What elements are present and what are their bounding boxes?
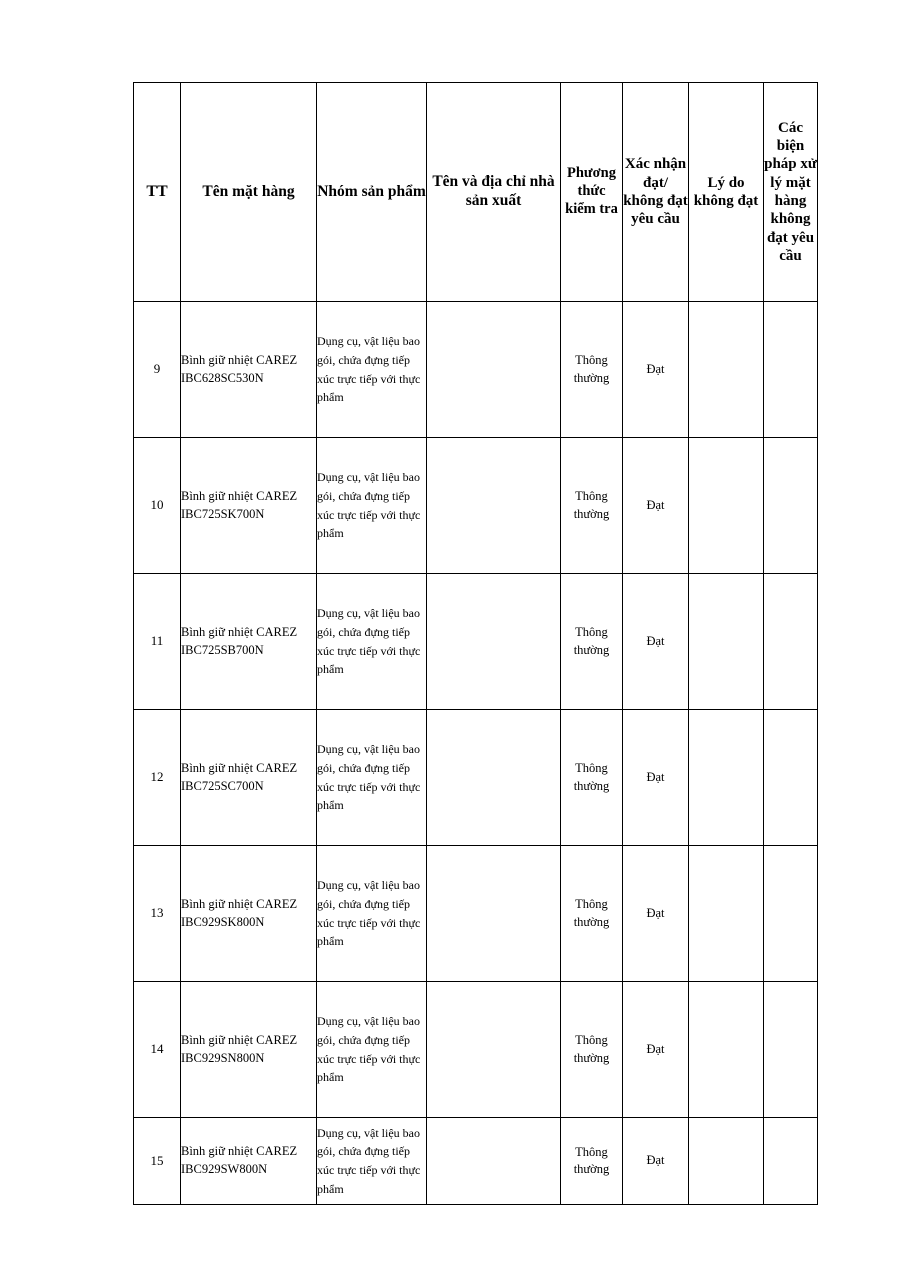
cell-product-group: Dụng cụ, vật liệu bao gói, chứa đựng tiếp xúc trực tiếp với thực phẩm <box>317 574 427 710</box>
table-row <box>134 982 818 1118</box>
cell-manufacturer <box>427 1118 561 1205</box>
cell-product-name-line2: IBC725SK700N <box>181 506 265 521</box>
cell-product-name-line1: Bình giữ nhiệt CAREZ <box>181 896 298 911</box>
cell-corrective-action <box>764 710 818 846</box>
cell-product-name-line1: Bình giữ nhiệt CAREZ <box>181 352 298 367</box>
cell-manufacturer <box>427 982 561 1118</box>
cell-failure-reason <box>689 982 764 1118</box>
cell-corrective-action <box>764 302 818 438</box>
cell-product-name <box>181 1118 317 1205</box>
cell-result: Đạt <box>623 574 689 710</box>
table-row <box>134 302 818 438</box>
cell-inspection-method <box>561 574 623 710</box>
cell-manufacturer <box>427 574 561 710</box>
cell-manufacturer <box>427 846 561 982</box>
cell-inspection-method-line2: thường <box>573 1162 610 1176</box>
column-header-inspection-method: Phương thức kiểm tra <box>561 83 623 302</box>
cell-product-name-line1: Bình giữ nhiệt CAREZ <box>181 1144 298 1159</box>
cell-result: Đạt <box>623 438 689 574</box>
cell-inspection-method-line1: Thông <box>575 897 608 911</box>
inspection-results-table <box>133 82 818 1205</box>
table-row <box>134 710 818 846</box>
cell-result: Đạt <box>623 1118 689 1205</box>
cell-inspection-method-line2: thường <box>573 506 610 521</box>
cell-tt: 14 <box>134 982 181 1118</box>
cell-tt: 15 <box>134 1118 181 1205</box>
column-header-failure-reason: Lý do không đạt <box>689 83 764 302</box>
table-row <box>134 574 818 710</box>
cell-inspection-method <box>561 1118 623 1205</box>
cell-inspection-method <box>561 438 623 574</box>
cell-failure-reason <box>689 302 764 438</box>
cell-tt: 11 <box>134 574 181 710</box>
cell-failure-reason <box>689 574 764 710</box>
cell-product-name <box>181 982 317 1118</box>
column-header-tt: TT <box>134 83 181 302</box>
cell-tt: 10 <box>134 438 181 574</box>
cell-product-name-line1: Bình giữ nhiệt CAREZ <box>181 488 298 503</box>
cell-product-group: Dụng cụ, vật liệu bao gói, chứa đựng tiếp xúc trực tiếp với thực phẩm <box>317 846 427 982</box>
cell-inspection-method-line1: Thông <box>575 1144 608 1159</box>
cell-corrective-action <box>764 438 818 574</box>
cell-failure-reason <box>689 438 764 574</box>
cell-manufacturer <box>427 438 561 574</box>
cell-product-name <box>181 302 317 438</box>
cell-corrective-action <box>764 1118 818 1205</box>
cell-inspection-method-line2: thường <box>573 914 610 929</box>
cell-product-name <box>181 710 317 846</box>
cell-product-name-line1: Bình giữ nhiệt CAREZ <box>181 1032 298 1047</box>
cell-inspection-method-line2: thường <box>573 1050 610 1065</box>
cell-inspection-method <box>561 982 623 1118</box>
cell-failure-reason <box>689 1118 764 1205</box>
column-header-result: Xác nhận đạt/ không đạt yêu cầu <box>623 83 689 302</box>
column-header-corrective-action: Các biện pháp xử lý mặt hàng không đạt yêu cầu <box>764 83 818 302</box>
table-row <box>134 846 818 982</box>
cell-result: Đạt <box>623 982 689 1118</box>
cell-manufacturer <box>427 302 561 438</box>
cell-product-group: Dụng cụ, vật liệu bao gói, chứa đựng tiếp xúc trực tiếp với thực phẩm <box>317 438 427 574</box>
column-header-product-group: Nhóm sản phẩm <box>317 83 427 302</box>
table-row <box>134 438 818 574</box>
column-header-manufacturer: Tên và địa chỉ nhà sản xuất <box>427 83 561 302</box>
cell-product-name <box>181 438 317 574</box>
cell-inspection-method <box>561 302 623 438</box>
cell-inspection-method <box>561 710 623 846</box>
cell-tt: 12 <box>134 710 181 846</box>
cell-product-name-line2: IBC725SB700N <box>181 642 264 657</box>
cell-manufacturer <box>427 710 561 846</box>
cell-inspection-method-line2: thường <box>573 778 610 793</box>
cell-product-name-line2: IBC929SK800N <box>181 914 265 929</box>
cell-product-name-line2: IBC929SN800N <box>181 1050 265 1065</box>
cell-inspection-method-line1: Thông <box>575 625 608 639</box>
cell-failure-reason <box>689 710 764 846</box>
column-header-product-name: Tên mặt hàng <box>181 83 317 302</box>
cell-product-name-line1: Bình giữ nhiệt CAREZ <box>181 624 298 639</box>
cell-corrective-action <box>764 846 818 982</box>
table-header <box>134 83 818 302</box>
cell-inspection-method-line1: Thông <box>575 761 608 775</box>
cell-inspection-method-line2: thường <box>573 370 610 385</box>
cell-product-name <box>181 846 317 982</box>
cell-tt: 9 <box>134 302 181 438</box>
cell-product-group: Dụng cụ, vật liệu bao gói, chứa đựng tiếp xúc trực tiếp với thực phẩm <box>317 710 427 846</box>
cell-tt: 13 <box>134 846 181 982</box>
cell-inspection-method-line1: Thông <box>575 353 608 367</box>
cell-product-name-line1: Bình giữ nhiệt CAREZ <box>181 760 298 775</box>
cell-result: Đạt <box>623 710 689 846</box>
cell-inspection-method-line2: thường <box>573 642 610 657</box>
cell-result: Đạt <box>623 302 689 438</box>
table-body <box>134 302 818 1205</box>
cell-result: Đạt <box>623 846 689 982</box>
cell-product-name-line2: IBC929SW800N <box>181 1162 268 1176</box>
cell-product-name <box>181 574 317 710</box>
table-row <box>134 1118 818 1205</box>
cell-inspection-method <box>561 846 623 982</box>
table-header-row <box>134 83 818 302</box>
cell-product-name-line2: IBC725SC700N <box>181 778 264 793</box>
cell-product-group: Dụng cụ, vật liệu bao gói, chứa đựng tiếp xúc trực tiếp với thực phẩm <box>317 1118 427 1205</box>
cell-product-name-line2: IBC628SC530N <box>181 370 264 385</box>
cell-inspection-method-line1: Thông <box>575 489 608 503</box>
cell-inspection-method-line1: Thông <box>575 1033 608 1047</box>
cell-corrective-action <box>764 574 818 710</box>
cell-failure-reason <box>689 846 764 982</box>
cell-product-group: Dụng cụ, vật liệu bao gói, chứa đựng tiếp xúc trực tiếp với thực phẩm <box>317 982 427 1118</box>
cell-product-group: Dụng cụ, vật liệu bao gói, chứa đựng tiếp xúc trực tiếp với thực phẩm <box>317 302 427 438</box>
cell-corrective-action <box>764 982 818 1118</box>
